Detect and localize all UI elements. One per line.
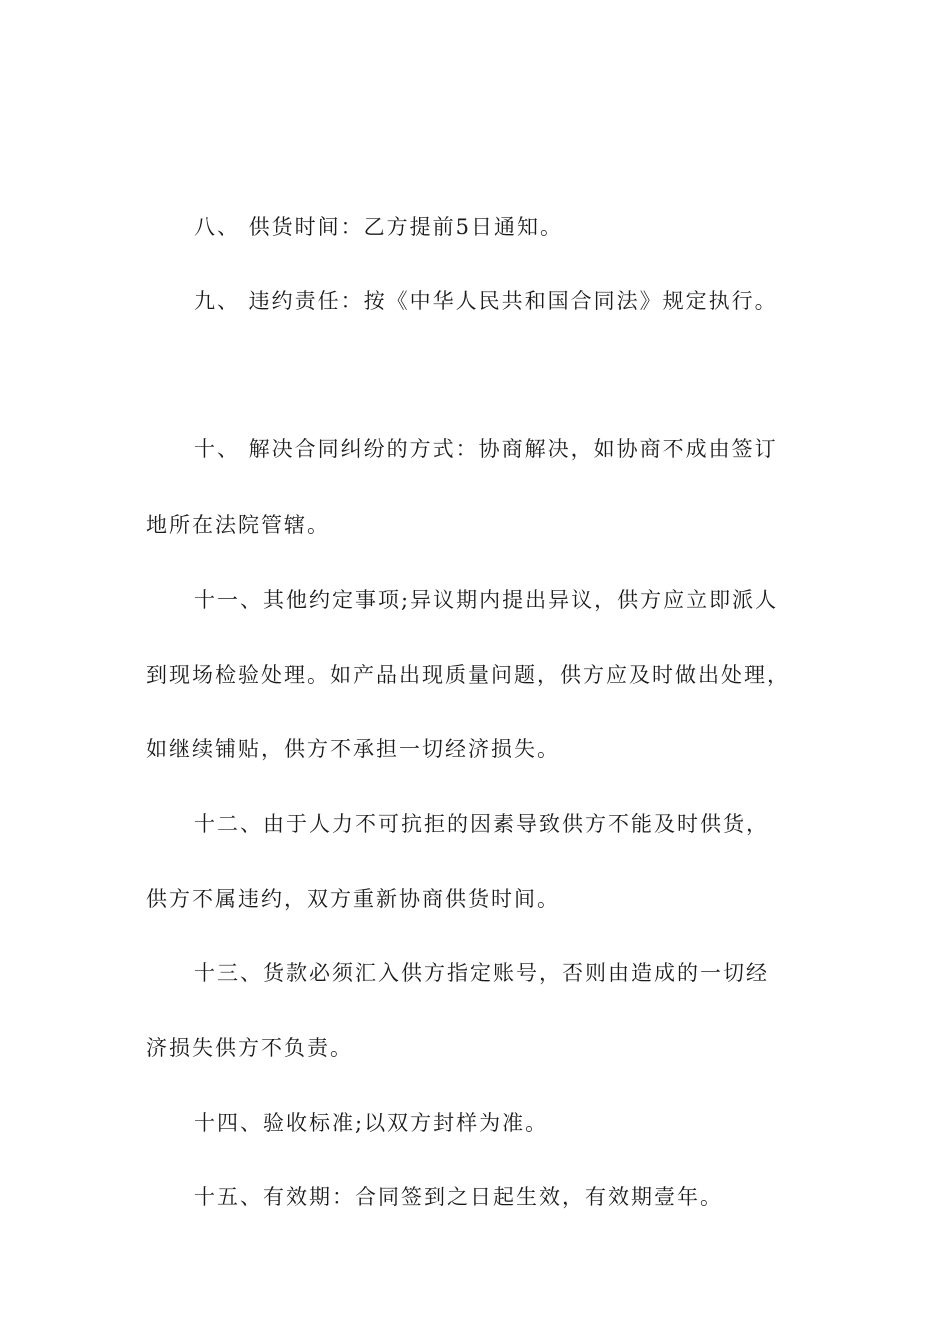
clause-11-line-2: 到现场检验处理。如产品出现质量问题，供方应及时做出处理， — [146, 663, 790, 687]
clause-14-line: 十四、验收标准;以双方封样为准。 — [194, 1111, 549, 1135]
clause-9-line: 九、 违约责任：按《中华人民共和国合同法》规定执行。 — [194, 289, 778, 313]
clause-13-line-2: 济损失供方不负责。 — [146, 1036, 353, 1060]
clause-8-line: 八、 供货时间：乙方提前5日通知。 — [194, 215, 564, 239]
clause-12-line-1: 十二、由于人力不可抗拒的因素导致供方不能及时供货， — [194, 812, 769, 836]
clause-12-line-2: 供方不属违约，双方重新协商供货时间。 — [146, 887, 560, 911]
clause-10-line-2: 地所在法院管辖。 — [146, 513, 330, 537]
clause-11-line-3: 如继续铺贴，供方不承担一切经济损失。 — [146, 737, 560, 761]
clause-11-line-1: 十一、其他约定事项;异议期内提出异议，供方应立即派人 — [194, 588, 779, 612]
clause-13-line-1: 十三、货款必须汇入供方指定账号，否则由造成的一切经 — [194, 961, 769, 985]
clause-10-line-1: 十、 解决合同纠纷的方式：协商解决，如协商不成由签订 — [194, 437, 778, 461]
clause-15-line: 十五、有效期：合同签到之日起生效，有效期壹年。 — [194, 1185, 723, 1209]
